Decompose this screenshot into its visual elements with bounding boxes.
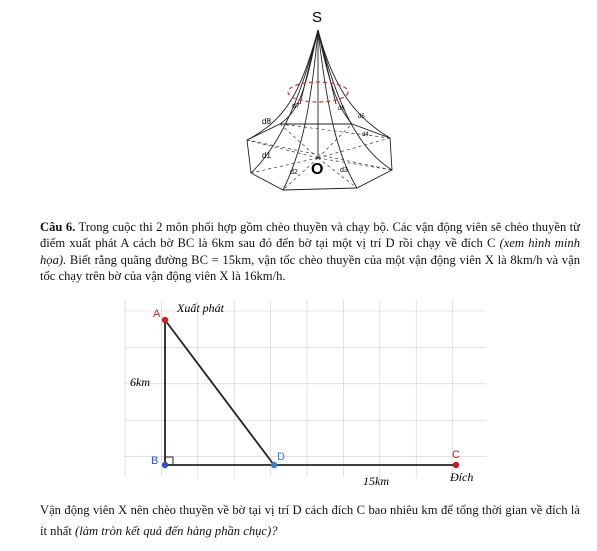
apex-label: S: [312, 9, 323, 26]
label-a: A: [153, 308, 161, 320]
question-note: (làm tròn kết quả đến hàng phần chục)?: [75, 524, 278, 538]
center-label: O: [311, 161, 324, 178]
label-b: B: [151, 455, 159, 467]
label-c: C: [452, 449, 460, 461]
background-grid: [125, 300, 486, 477]
point-c: [453, 462, 459, 468]
edge-label-d3: d3: [340, 167, 348, 174]
ab-length-label: 6km: [130, 375, 150, 389]
question: [40, 500, 580, 542]
problem-number: Câu 6.: [40, 220, 76, 234]
edge-label-d2: d2: [290, 169, 298, 176]
edge-label-d8: d8: [262, 117, 271, 126]
problem-line2: Biết rằng quãng đường BC = 15km, vận tốc chèo thuyền của một vận động viên X là 8km/h và vận tốc chạy trên bờ của vận động viên X là 16km/h.: [40, 252, 580, 283]
question-text: Vận động viên X nên chèo thuyền về bờ tại vị trí D cách đích C bao nhiêu km để tổng thời gian về đích là ít nhất: [40, 503, 580, 538]
edge-label-d5: d5: [358, 114, 365, 120]
problem-line1: Trong cuộc thi 2 môn phối hợp gồm chèo thuyền và chạy bộ. Các vận động viên sẽ chèo thuyền từ điểm xuất phát A cách bờ BC là 6km sau đó đến bờ tại một vị trí D rồi chạy về đích C: [40, 220, 580, 251]
edge-label-d4: d4: [362, 132, 369, 138]
finish-label: Đích: [450, 470, 474, 484]
edge-label-d1: d1: [262, 151, 271, 160]
pyramid-figure: [0, 0, 597, 210]
edge-label-d6: d6: [338, 106, 345, 112]
bc-length-label: 15km: [363, 474, 389, 488]
label-d: D: [277, 451, 285, 463]
figure-note: (xem hình minh họa).: [40, 236, 580, 267]
start-label: Xuất phát: [177, 301, 224, 315]
problem-statement: [40, 219, 580, 284]
segment-ad: [165, 320, 274, 465]
point-a: [162, 317, 168, 323]
point-b: [162, 462, 168, 468]
race-diagram: [0, 292, 597, 492]
edge-label-d7: d7: [292, 103, 300, 110]
